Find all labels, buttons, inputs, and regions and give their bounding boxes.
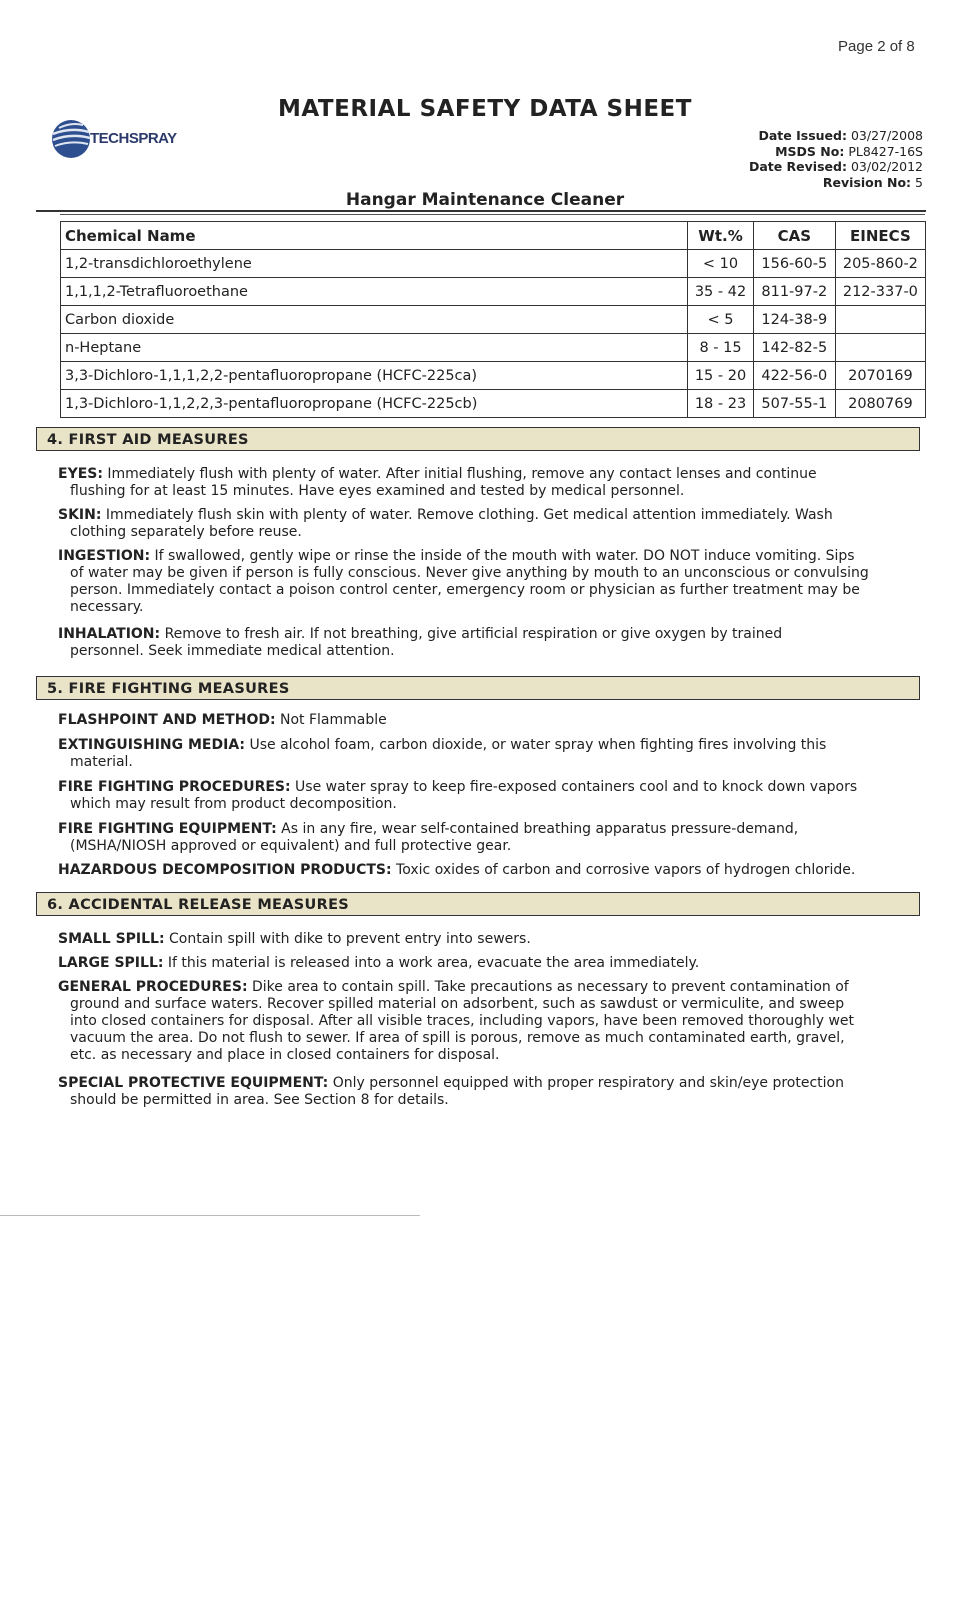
header-divider bbox=[36, 210, 926, 212]
table-header-row bbox=[61, 222, 926, 250]
einecs-cell: 212-337-0 bbox=[835, 278, 925, 306]
cas-cell: 142-82-5 bbox=[753, 334, 835, 362]
weight-cell: 15 - 20 bbox=[688, 362, 754, 390]
chemical-name-cell: Carbon dioxide bbox=[61, 306, 688, 334]
document-meta: Date Issued: 03/27/2008 MSDS No: PL8427-16S Date Revised: 03/02/2012 Revision No: 5 bbox=[748, 128, 923, 190]
page-bottom-rule bbox=[0, 1215, 420, 1216]
composition-table bbox=[60, 221, 926, 418]
fire-flashpoint: FLASHPOINT AND METHOD: Not Flammable bbox=[58, 712, 387, 728]
cas-cell: 422-56-0 bbox=[753, 362, 835, 390]
first-aid-eyes: EYES: Immediately flush with plenty of water. After initial flushing, remove any contact lenses and continue flushing for at least 15 minutes. Have eyes examined and tested by medical personnel. bbox=[58, 466, 817, 499]
date-issued: 03/27/2008 bbox=[850, 128, 923, 143]
product-name: Hangar Maintenance Cleaner bbox=[345, 190, 625, 210]
einecs-cell: 205-860-2 bbox=[835, 250, 925, 278]
fire-equipment: FIRE FIGHTING EQUIPMENT: As in any fire, wear self-contained breathing apparatus pressure-demand, (MSHA/NIOSH approved or equivalent) and full protective gear. bbox=[58, 821, 799, 854]
release-general-procedures: GENERAL PROCEDURES: Dike area to contain spill. Take precautions as necessary to prevent contamination of ground and surface waters. Recover spilled material on adsorbent, such as sawdust or vermiculite, and sweep into closed containers for disposal. After all visible traces, including vapors, have been removed thoroughly wet vacuum the area. Do not flush to sewer. If area of spill is porous, remove as much contaminated earth, gravel, etc. as necessary and place in closed containers for disposal. bbox=[58, 979, 854, 1063]
weight-cell: 35 - 42 bbox=[688, 278, 754, 306]
fire-decomposition-products: HAZARDOUS DECOMPOSITION PRODUCTS: Toxic oxides of carbon and corrosive vapors of hydrogen chloride. bbox=[58, 862, 856, 878]
chemical-name-cell: 1,1,1,2-Tetrafluoroethane bbox=[61, 278, 688, 306]
first-aid-inhalation: INHALATION: Remove to fresh air. If not breathing, give artificial respiration or give oxygen by trained personnel. Seek immediate medical attention. bbox=[58, 626, 783, 659]
section-heading-first-aid: 4. FIRST AID MEASURES bbox=[36, 427, 920, 451]
weight-cell: 18 - 23 bbox=[688, 390, 754, 418]
release-protective-equipment: SPECIAL PROTECTIVE EQUIPMENT: Only personnel equipped with proper respiratory and skin/eye protection should be permitted in area. See Section 8 for details. bbox=[58, 1075, 844, 1108]
release-large-spill: LARGE SPILL: If this material is released into a work area, evacuate the area immediately. bbox=[58, 955, 700, 971]
document-title: MATERIAL SAFETY DATA SHEET bbox=[278, 96, 692, 122]
column-header-cas: CAS bbox=[753, 222, 835, 250]
table-row bbox=[61, 278, 926, 306]
einecs-cell bbox=[835, 334, 925, 362]
column-header-einecs: EINECS bbox=[835, 222, 925, 250]
header-divider-thin bbox=[60, 214, 925, 215]
section-heading-fire-fighting: 5. FIRE FIGHTING MEASURES bbox=[36, 676, 920, 700]
chemical-name-cell: 3,3-Dichloro-1,1,1,2,2-pentafluoropropane (HCFC-225ca) bbox=[61, 362, 688, 390]
chemical-name-cell: 1,2-transdichloroethylene bbox=[61, 250, 688, 278]
fire-procedures: FIRE FIGHTING PROCEDURES: Use water spray to keep fire-exposed containers cool and to knock down vapors which may result from product decomposition. bbox=[58, 779, 858, 812]
first-aid-skin: SKIN: Immediately flush skin with plenty of water. Remove clothing. Get medical attention immediately. Wash clothing separately before reuse. bbox=[58, 507, 833, 540]
section-heading-accidental-release: 6. ACCIDENTAL RELEASE MEASURES bbox=[36, 892, 920, 916]
techspray-logo bbox=[50, 118, 200, 164]
date-revised: 03/02/2012 bbox=[850, 159, 923, 174]
revision-number: 5 bbox=[915, 174, 923, 190]
fire-extinguishing-media: EXTINGUISHING MEDIA: Use alcohol foam, carbon dioxide, or water spray when fighting fires involving this material. bbox=[58, 737, 827, 770]
techspray-globe-icon bbox=[50, 118, 92, 160]
chemical-name-cell: 1,3-Dichloro-1,1,2,2,3-pentafluoropropane (HCFC-225cb) bbox=[61, 390, 688, 418]
einecs-cell: 2070169 bbox=[835, 362, 925, 390]
cas-cell: 124-38-9 bbox=[753, 306, 835, 334]
column-header-chemical-name: Chemical Name bbox=[61, 222, 688, 250]
first-aid-ingestion: INGESTION: If swallowed, gently wipe or rinse the inside of the mouth with water. DO NOT induce vomiting. Sips of water may be given if person is fully conscious. Never give anything by mouth to an unconscious or convulsing person. Immediately contact a poison control center, emergency room or physician as further treatment may be necessary. bbox=[58, 548, 869, 615]
weight-cell: < 5 bbox=[688, 306, 754, 334]
release-small-spill: SMALL SPILL: Contain spill with dike to prevent entry into sewers. bbox=[58, 931, 531, 947]
cas-cell: 811-97-2 bbox=[753, 278, 835, 306]
column-header-weight: Wt.% bbox=[688, 222, 754, 250]
table-row bbox=[61, 362, 926, 390]
table-row bbox=[61, 334, 926, 362]
einecs-cell bbox=[835, 306, 925, 334]
logo-wordmark: TECHSPRAY bbox=[90, 130, 177, 147]
table-row bbox=[61, 306, 926, 334]
table-row bbox=[61, 250, 926, 278]
table-row bbox=[61, 390, 926, 418]
page-number: Page 2 of 8 bbox=[838, 38, 915, 55]
msds-number: PL8427-16S bbox=[848, 143, 923, 159]
cas-cell: 156-60-5 bbox=[753, 250, 835, 278]
cas-cell: 507-55-1 bbox=[753, 390, 835, 418]
einecs-cell: 2080769 bbox=[835, 390, 925, 418]
weight-cell: 8 - 15 bbox=[688, 334, 754, 362]
chemical-name-cell: n-Heptane bbox=[61, 334, 688, 362]
weight-cell: < 10 bbox=[688, 250, 754, 278]
